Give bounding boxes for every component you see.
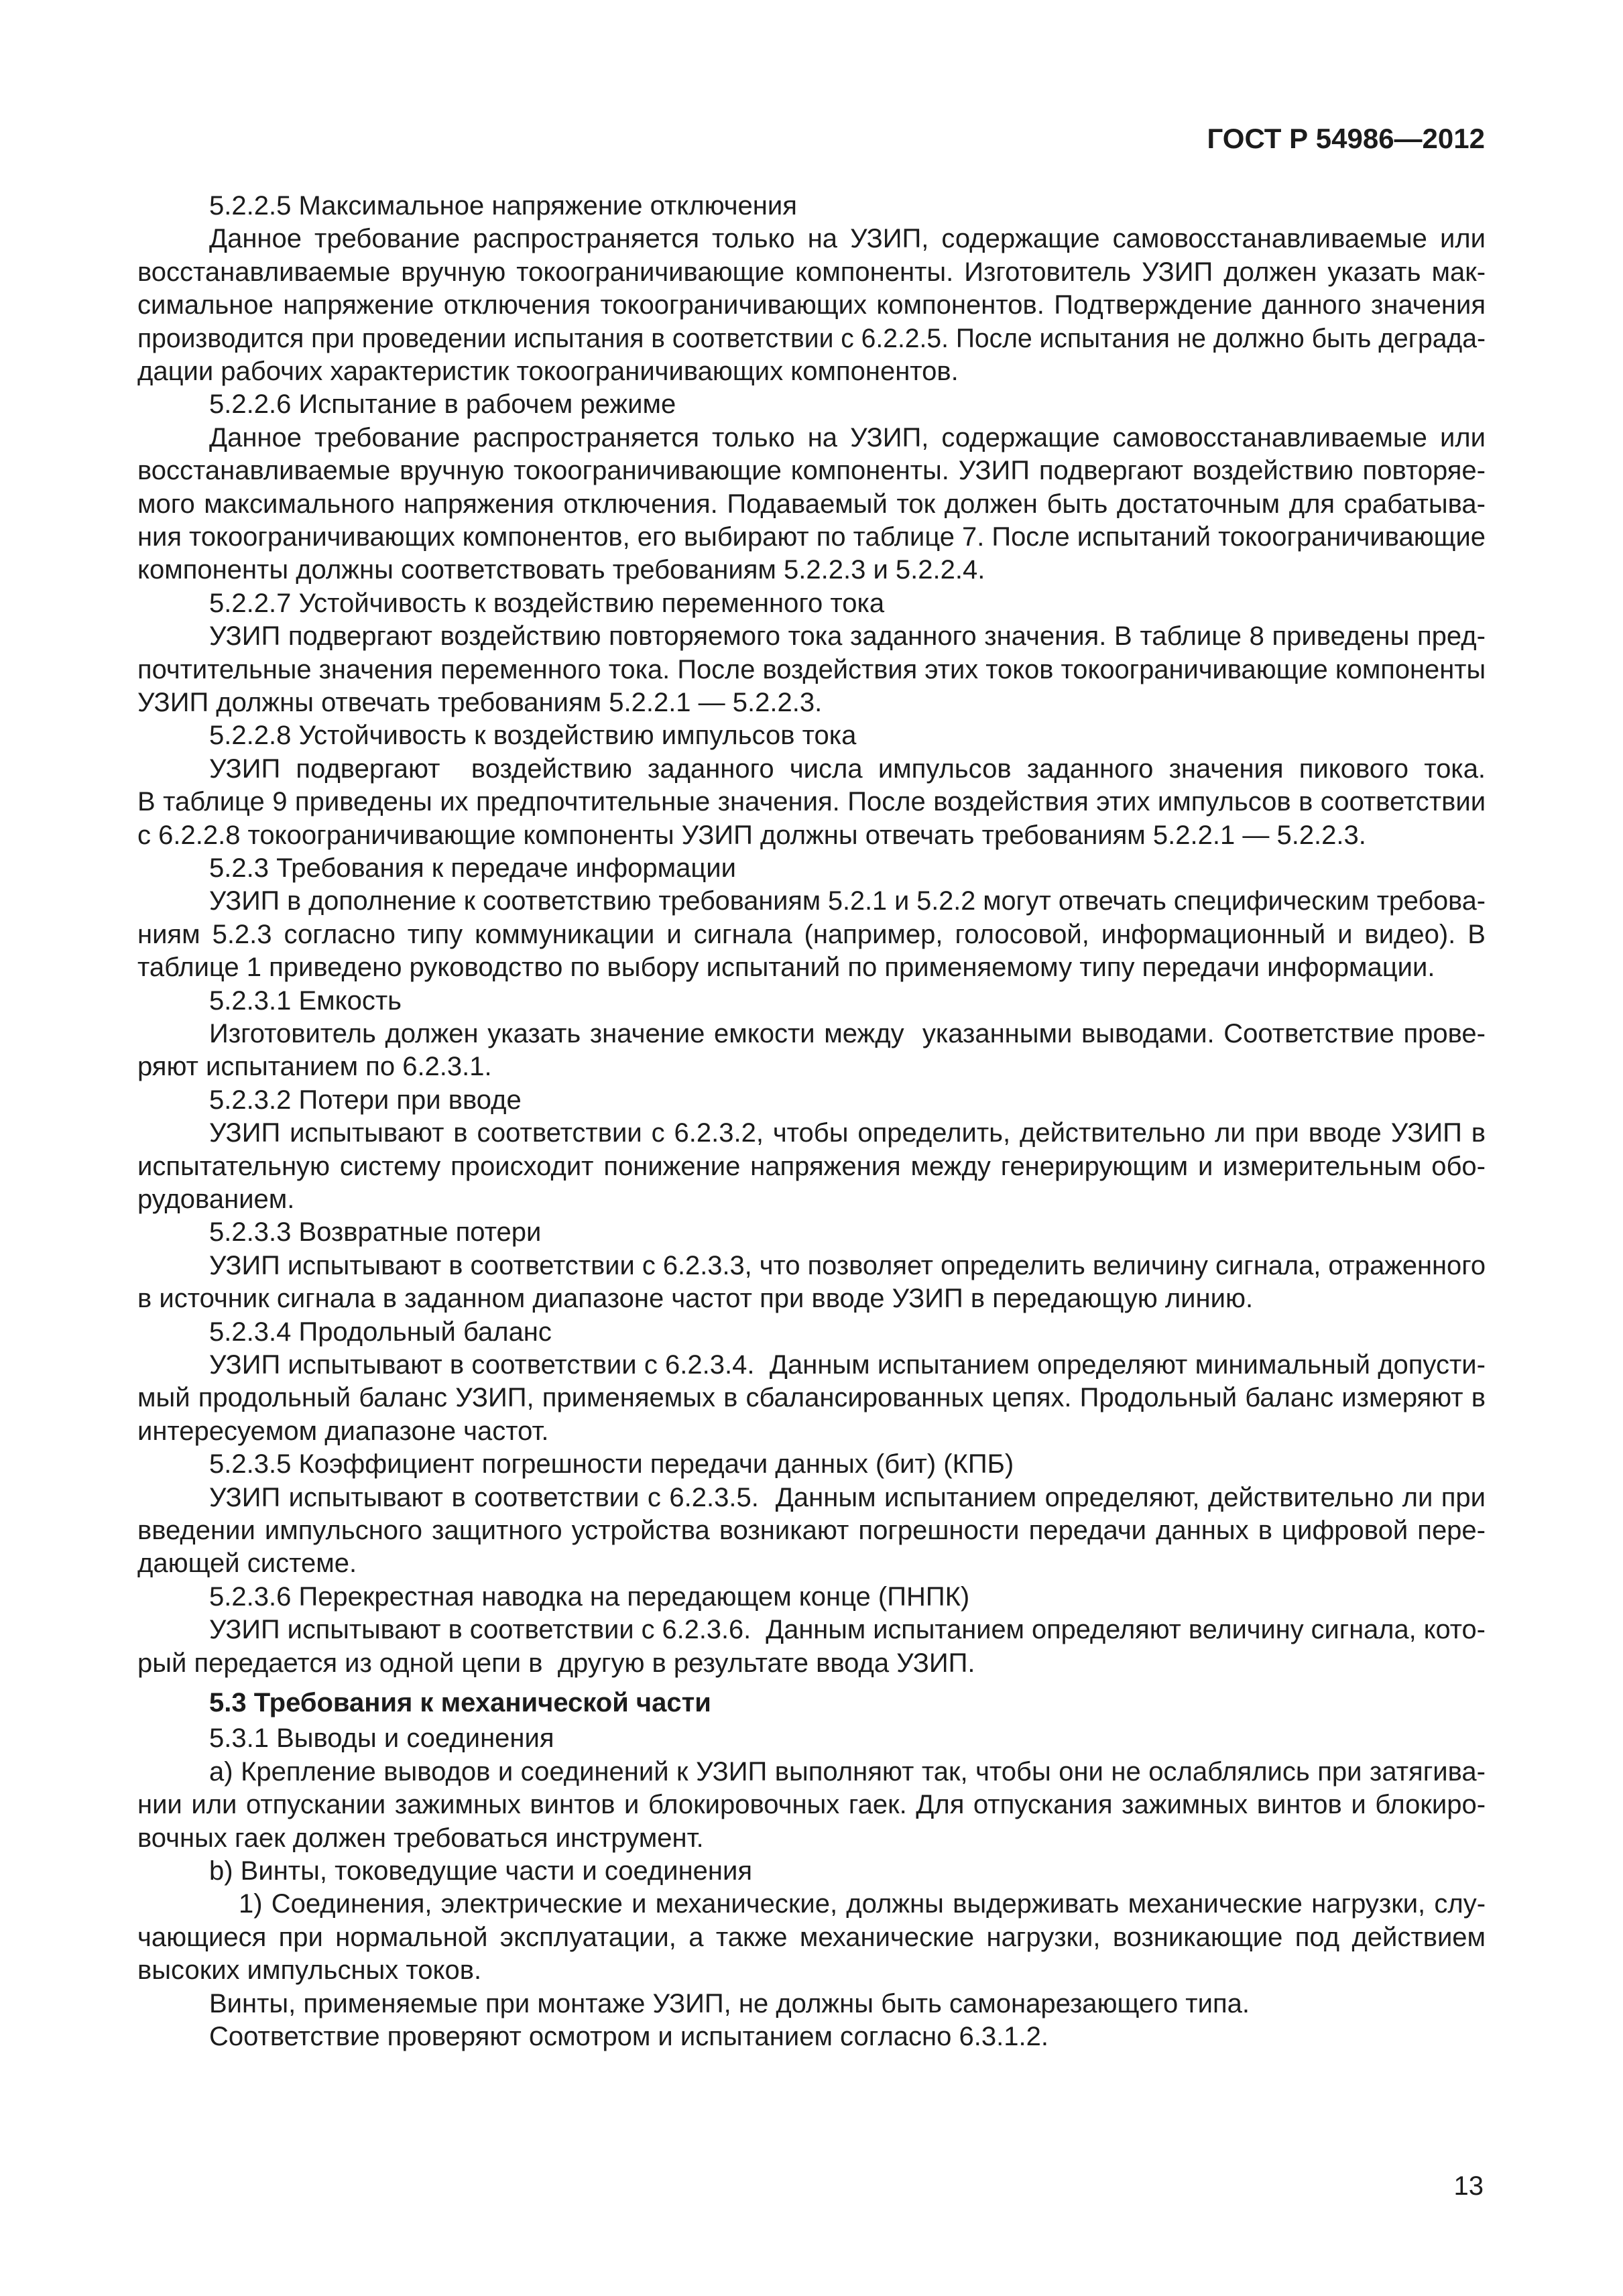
page-number: 13 xyxy=(1453,2171,1484,2201)
body-line: 5.2.3.2 Потери при вводе xyxy=(209,1085,522,1115)
body-line: УЗИП испытывают в соответствии с 6.2.3.2, чтобы определить, действительно ли при вводе УЗИП в xyxy=(209,1118,1486,1148)
body-line: УЗИП испытывают в соответствии с 6.2.3.6. Данным испытанием определяют величину сигнала, кото- xyxy=(209,1615,1486,1644)
body-line: дающей системе. xyxy=(137,1549,357,1578)
body-line: высоких импульсных токов. xyxy=(137,1955,482,1985)
body-line: восстанавливаемые вручную токоограничивающие компоненты. Изготовитель УЗИП должен указать мак- xyxy=(137,257,1486,287)
body-line: УЗИП в дополнение к соответствию требованиям 5.2.1 и 5.2.2 могут отвечать специфическим требова- xyxy=(209,886,1486,916)
body-line: УЗИП испытывают в соответствии с 6.2.3.3, что позволяет определить величину сигнала, отраженного xyxy=(209,1251,1486,1280)
body-line: УЗИП подвергают воздействию заданного числа импульсов заданного значения пикового тока. xyxy=(209,754,1486,784)
body-line: нии или отпускании зажимных винтов и блокировочных гаек. Для отпускания зажимных винтов и блокиро- xyxy=(137,1790,1486,1819)
document-header: ГОСТ Р 54986—2012 xyxy=(1207,123,1485,154)
body-line: чающиеся при нормальной эксплуатации, а также механические нагрузки, возникающие под действием xyxy=(137,1923,1486,1952)
body-line: 5.2.3.6 Перекрестная наводка на передающем конце (ПНПК) xyxy=(209,1582,970,1612)
body-line: вочных гаек должен требоваться инструмент. xyxy=(137,1823,704,1853)
body-line: в источник сигнала в заданном диапазоне частот при вводе УЗИП в передающую линию. xyxy=(137,1284,1254,1313)
body-line: рудованием. xyxy=(137,1185,295,1214)
body-line: компоненты должны соответствовать требованиям 5.2.2.3 и 5.2.2.4. xyxy=(137,555,985,585)
body-line: рый передается из одной цепи в другую в результате ввода УЗИП. xyxy=(137,1648,975,1678)
body-line: симальное напряжение отключения токоограничивающих компонентов. Подтверждение данного значения xyxy=(137,290,1486,320)
section-heading: 5.3 Требования к механической части xyxy=(209,1688,711,1717)
body-line: введении импульсного защитного устройства возникают погрешности передачи данных в цифровой пере- xyxy=(137,1516,1486,1545)
body-line: производится при проведении испытания в соответствии с 6.2.2.5. После испытания не должно быть деграда- xyxy=(137,324,1486,353)
body-line: Винты, применяемые при монтаже УЗИП, не должны быть самонарезающего типа. xyxy=(209,1989,1250,2018)
body-line: 5.2.3.3 Возвратные потери xyxy=(209,1217,542,1247)
body-line: восстанавливаемые вручную токоограничивающие компоненты. УЗИП подвергают воздействию повторяе- xyxy=(137,456,1486,485)
body-line: а) Крепление выводов и соединений к УЗИП выполняют так, чтобы они не ослаблялись при затягива- xyxy=(209,1757,1486,1787)
body-line: 5.2.2.6 Испытание в рабочем режиме xyxy=(209,389,676,419)
body-line: 5.2.3.4 Продольный баланс xyxy=(209,1317,552,1347)
body-line: 5.2.2.7 Устойчивость к воздействию переменного тока xyxy=(209,589,885,618)
body-line: 5.2.2.8 Устойчивость к воздействию импульсов тока xyxy=(209,721,857,750)
body-line: Изготовитель должен указать значение емкости между указанными выводами. Соответствие прове- xyxy=(209,1019,1486,1048)
body-line: испытательную систему происходит понижение напряжения между генерирующим и измерительным обо- xyxy=(137,1152,1486,1181)
body-line: b) Винты, токоведущие части и соединения xyxy=(209,1856,753,1886)
body-line: интересуемом диапазоне частот. xyxy=(137,1416,549,1446)
body-line: 5.2.3.1 Емкость xyxy=(209,986,402,1016)
body-line: таблице 1 приведено руководство по выбору испытаний по применяемому типу передачи информации. xyxy=(137,953,1435,982)
body-line: ниям 5.2.3 согласно типу коммуникации и сигнала (например, голосовой, информационный и видео). В xyxy=(137,920,1486,949)
body-line: мый продольный баланс УЗИП, применяемых в сбалансированных цепях. Продольный баланс измеряют в xyxy=(137,1383,1486,1412)
body-line: УЗИП испытывают в соответствии с 6.2.3.4. Данным испытанием определяют минимальный допусти- xyxy=(209,1350,1486,1380)
body-line: УЗИП испытывают в соответствии с 6.2.3.5. Данным испытанием определяют, действительно ли при xyxy=(209,1483,1486,1512)
body-line: 1) Соединения, электрические и механические, должны выдерживать механические нагрузки, слу- xyxy=(239,1889,1486,1919)
body-line: 5.3.1 Выводы и соединения xyxy=(209,1724,554,1753)
body-line: 5.2.3.5 Коэффициент погрешности передачи данных (бит) (КПБ) xyxy=(209,1449,1014,1479)
body-line: ния токоограничивающих компонентов, его выбирают по таблице 7. После испытаний токоограничивающие xyxy=(137,522,1486,552)
body-line: В таблице 9 приведены их предпочтительные значения. После воздействия этих импульсов в соответствии xyxy=(137,787,1486,817)
body-line: с 6.2.2.8 токоограничивающие компоненты УЗИП должны отвечать требованиям 5.2.2.1 — 5.2.2.3. xyxy=(137,821,1366,850)
body-line: ряют испытанием по 6.2.3.1. xyxy=(137,1052,492,1081)
body-line: УЗИП должны отвечать требованиям 5.2.2.1 — 5.2.2.3. xyxy=(137,688,823,717)
body-line: дации рабочих характеристик токоограничивающих компонентов. xyxy=(137,357,959,386)
body-line: Данное требование распространяется только на УЗИП, содержащие самовосстанавливаемые или xyxy=(209,224,1486,253)
body-line: Соответствие проверяют осмотром и испытанием согласно 6.3.1.2. xyxy=(209,2022,1048,2051)
body-line: 5.2.3 Требования к передаче информации xyxy=(209,853,736,883)
body-line: Данное требование распространяется только на УЗИП, содержащие самовосстанавливаемые или xyxy=(209,423,1486,452)
body-line: почтительные значения переменного тока. После воздействия этих токов токоограничивающие компоненты xyxy=(137,655,1486,684)
body-line: 5.2.2.5 Максимальное напряжение отключения xyxy=(209,191,797,221)
body-line: мого максимального напряжения отключения. Подаваемый ток должен быть достаточным для срабатыва- xyxy=(137,489,1486,519)
body-line: УЗИП подвергают воздействию повторяемого тока заданного значения. В таблице 8 приведены пред- xyxy=(209,621,1486,651)
